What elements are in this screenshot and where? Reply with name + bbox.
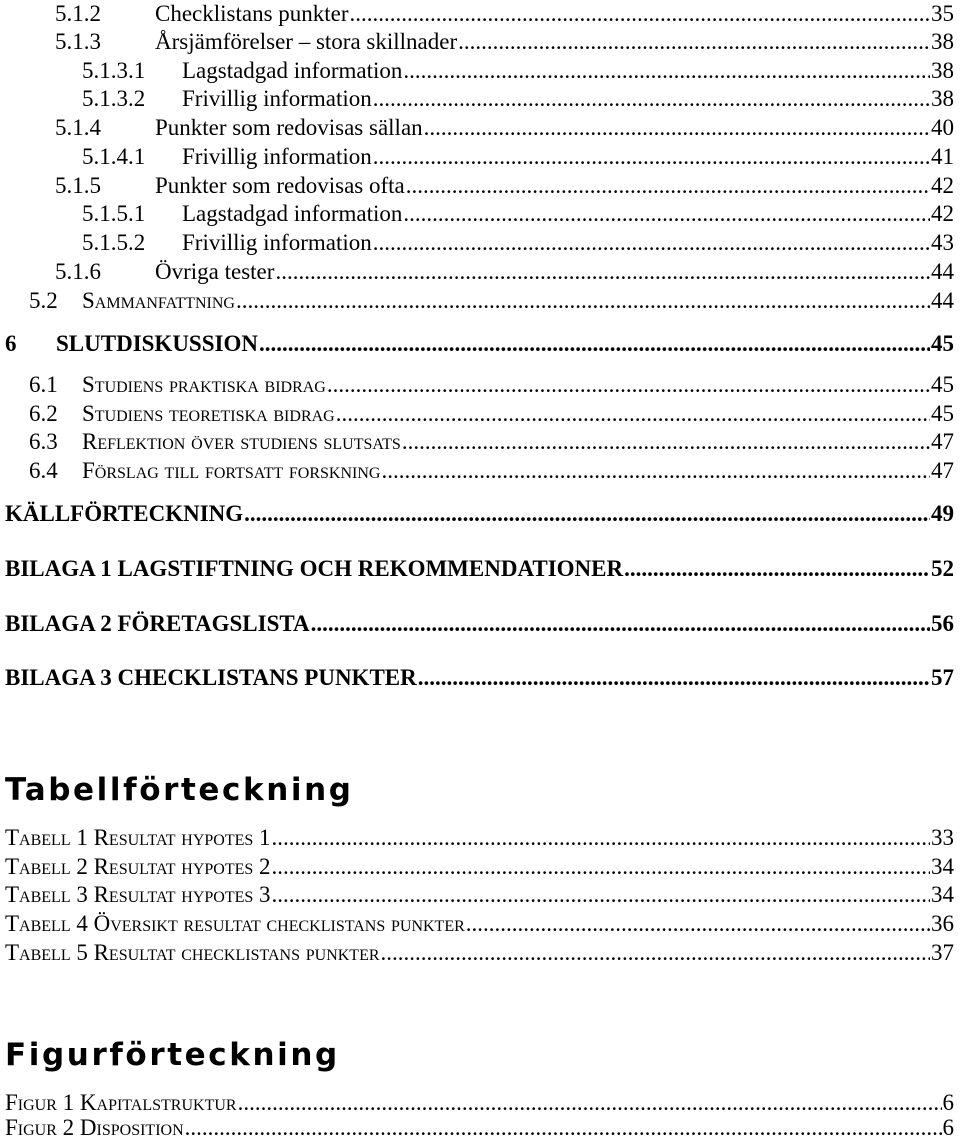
toc-leader-line [5,499,954,528]
toc-page: 38 [931,58,954,83]
toc-leader-line [155,257,954,286]
toc-page: 36 [931,911,954,936]
toc-number: 5.1.3 [55,29,101,54]
dot-leader [311,609,930,638]
toc-leader-line [182,84,954,113]
toc-entry[interactable] [0,257,960,286]
table-list-entry[interactable] [0,909,960,938]
toc-entry[interactable] [0,0,960,28]
toc-title: BILAGA 3 CHECKLISTANS PUNKTER [5,665,417,690]
toc-number: 5.1.2 [55,1,101,26]
toc-leader-line [5,909,954,938]
toc-entry[interactable] [0,286,960,315]
toc-page: 42 [931,201,954,226]
toc-page: 45 [931,401,954,426]
toc-title: Lagstadgad information [182,201,403,226]
toc-title: Frivillig information [182,230,372,255]
toc-page: 52 [931,556,954,581]
toc-title: Figur 1 Kapitalstruktur [5,1090,237,1115]
toc-title: Figur 2 Disposition [5,1115,184,1140]
dot-leader [272,880,930,909]
toc-leader-line [182,199,954,228]
table-list-entry[interactable] [0,880,960,909]
toc-title: Frivillig information [182,86,372,111]
toc-page: 40 [931,115,954,140]
toc-leader-line [5,554,954,583]
dot-leader [272,823,930,852]
toc-leader-line [5,609,954,638]
toc-title: Övriga tester [155,259,275,284]
toc-number: 5.2 [29,288,58,313]
toc-page: 45 [931,331,954,356]
toc-title: SLUTDISKUSSION [56,331,258,356]
toc-title: Sammanfattning [82,288,235,313]
toc-entry[interactable] [0,370,960,399]
toc-title: Tabell 1 Resultat hypotes 1 [5,825,271,850]
toc-title: Studiens teoretiska bidrag [82,401,335,426]
dot-leader [373,228,930,257]
toc-leader-line [82,286,954,315]
toc-entry-chapter[interactable] [0,609,960,638]
dot-leader [272,852,930,881]
dot-leader [336,399,930,428]
dot-leader [259,329,930,358]
toc-number: 5.1.4 [55,115,101,140]
dot-leader [406,171,930,200]
toc-page: 37 [931,940,954,965]
toc-title: Tabell 5 Resultat checklistans punkter [5,940,380,965]
toc-page: 47 [931,458,954,483]
toc-leader-line [56,329,954,358]
toc-number: 5.1.5.2 [82,230,146,255]
toc-page: 43 [931,230,954,255]
toc-page: 44 [931,288,954,313]
toc-page: 57 [931,665,954,690]
toc-title: Tabell 3 Resultat hypotes 3 [5,882,271,907]
toc-title: Punkter som redovisas ofta [155,173,405,198]
dot-leader [373,142,930,171]
toc-title: Checklistans punkter [155,1,349,26]
toc-entry[interactable] [0,56,960,85]
toc-page: 44 [931,259,954,284]
toc-leader-line [155,113,954,142]
toc-number: 6 [5,331,17,356]
toc-leader-line [82,370,954,399]
dot-leader [466,909,930,938]
toc-entry[interactable] [0,84,960,113]
toc-number: 5.1.5 [55,173,101,198]
toc-number: 5.1.3.2 [82,86,146,111]
toc-entry[interactable] [0,113,960,142]
toc-page: 34 [931,854,954,879]
toc-leader-line [182,56,954,85]
toc-page: 56 [931,611,954,636]
toc-leader-line [182,142,954,171]
dot-leader [236,286,930,315]
dot-leader [381,456,930,485]
toc-title: Frivillig information [182,144,372,169]
dot-leader [327,370,930,399]
toc-title: Lagstadgad information [182,58,403,83]
toc-entry[interactable] [0,399,960,428]
toc-number: 5.1.5.1 [82,201,146,226]
toc-entry[interactable] [0,199,960,228]
toc-number: 6.3 [29,429,58,454]
toc-title: Förslag till fortsatt forskning [82,458,381,483]
toc-leader-line [82,399,954,428]
dot-leader [418,663,930,692]
dot-leader [275,257,930,286]
toc-title: Studiens praktiska bidrag [82,372,326,397]
dot-leader [624,554,930,583]
toc-entry[interactable] [0,27,960,56]
toc-leader-line [182,228,954,257]
toc-number: 6.2 [29,401,58,426]
toc-leader-line [5,663,954,692]
dot-leader [424,113,930,142]
toc-leader-line [82,456,954,485]
dot-leader [350,0,930,28]
toc-leader-line [155,27,954,56]
toc-title: BILAGA 2 FÖRETAGSLISTA [5,611,310,636]
toc-leader-line [82,427,954,456]
toc-entry-chapter[interactable] [0,329,960,358]
toc-page: 6 [942,1115,954,1140]
figure-list-entry[interactable] [0,1113,960,1142]
dot-leader [458,27,930,56]
dot-leader [373,84,930,113]
toc-page: 6 [942,1090,954,1115]
toc-title: BILAGA 1 LAGSTIFTNING OCH REKOMMENDATIONER [5,556,624,581]
dot-leader [402,427,930,456]
toc-page: 34 [931,882,954,907]
toc-leader-line [5,823,954,852]
toc-entry[interactable] [0,228,960,257]
toc-page: 38 [931,86,954,111]
toc-page: 41 [931,144,954,169]
toc-page: 42 [931,173,954,198]
toc-entry[interactable] [0,427,960,456]
toc-leader-line [155,171,954,200]
toc-entry[interactable] [0,456,960,485]
tables-heading: Tabellförteckning [5,772,354,808]
toc-leader-line [5,938,954,967]
toc-leader-line [5,1113,954,1142]
table-list-entry[interactable] [0,852,960,881]
toc-title: KÄLLFÖRTECKNING [5,501,244,526]
toc-entry-chapter[interactable] [0,663,960,692]
toc-page: 35 [931,1,954,26]
toc-leader-line [5,852,954,881]
toc-page: 45 [931,372,954,397]
dot-leader [244,499,930,528]
toc-entry[interactable] [0,142,960,171]
table-list-entry[interactable] [0,938,960,967]
dot-leader [403,199,930,228]
dot-leader [381,938,930,967]
toc-number: 5.1.4.1 [82,144,146,169]
toc-page: 38 [931,29,954,54]
table-list-entry[interactable] [0,823,960,852]
toc-number: 6.4 [29,458,58,483]
toc-leader-line [5,880,954,909]
toc-leader-line [155,0,954,28]
toc-title: Reflektion över studiens slutsats [82,429,401,454]
toc-title: Punkter som redovisas sällan [155,115,423,140]
dot-leader [185,1113,942,1142]
dot-leader [403,56,930,85]
toc-page: 49 [931,501,954,526]
toc-entry-chapter[interactable] [0,499,960,528]
toc-page: 47 [931,429,954,454]
toc-title: Tabell 2 Resultat hypotes 2 [5,854,271,879]
toc-number: 6.1 [29,372,58,397]
toc-entry-chapter[interactable] [0,554,960,583]
toc-title: Tabell 4 Översikt resultat checklistans punkter [5,911,465,936]
toc-number: 5.1.3.1 [82,58,146,83]
toc-title: Årsjämförelser – stora skillnader [155,29,458,54]
figures-heading: Figurförteckning [5,1037,340,1073]
toc-entry[interactable] [0,171,960,200]
toc-number: 5.1.6 [55,259,101,284]
toc-page: 33 [931,825,954,850]
